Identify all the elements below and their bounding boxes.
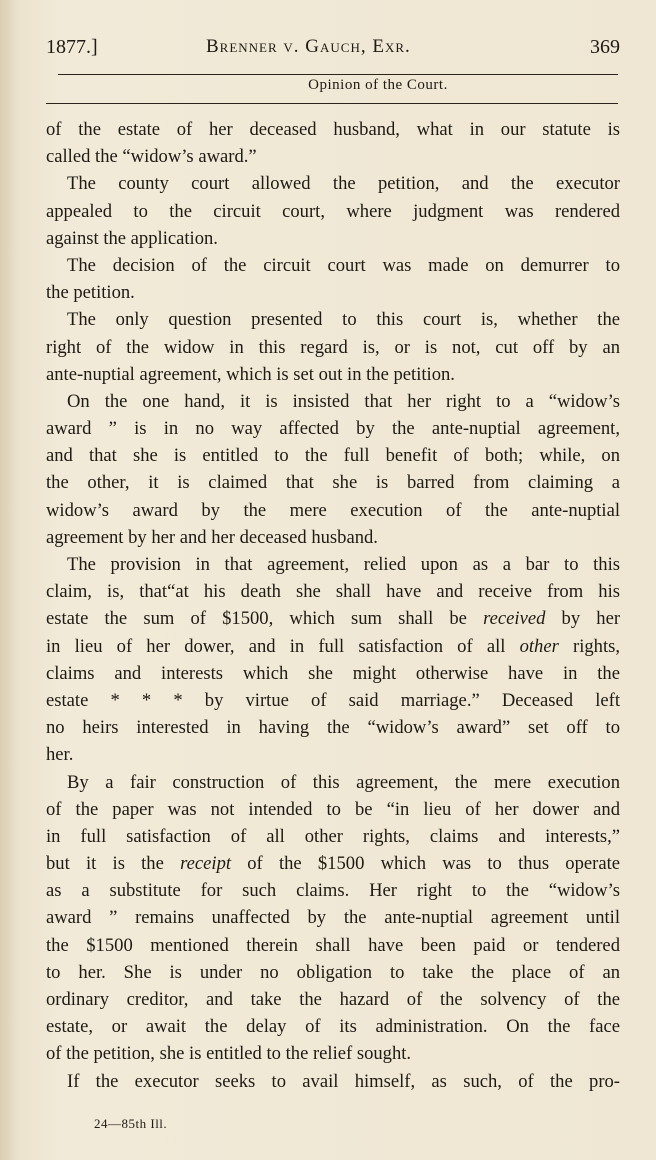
text-line <box>46 1040 620 1067</box>
text-line <box>46 1068 620 1095</box>
line-text: estate the sum of $1500, which sum shall be <box>46 608 467 630</box>
line-text: claims and interests which she might otherwise have in the <box>46 662 620 684</box>
text-line <box>46 116 620 143</box>
line-text: The decision of the circuit court was made on demurrer to <box>67 254 620 276</box>
line-text: the $1500 mentioned therein shall have been paid or tendered <box>46 934 620 956</box>
line-text: in lieu of her dower, and in full satisfaction of all <box>46 635 506 657</box>
line-text: and that she is entitled to the full benefit of both; while, on <box>46 445 620 467</box>
subheader-text: Opinion of the Court. <box>308 77 448 93</box>
line-text: On the one hand, it is insisted that her right to a “widow’s <box>67 390 620 412</box>
text-line <box>46 442 620 469</box>
line-text: appealed to the circuit court, where judgment was rendered <box>46 200 620 222</box>
text-line <box>46 361 620 388</box>
text-line <box>46 334 620 361</box>
text-line <box>46 959 620 986</box>
text-line <box>46 687 620 714</box>
line-text: in full satisfaction of all other rights, claims and interests,” <box>46 825 620 847</box>
line-text: widow’s award by the mere execution of the ante-nuptial <box>46 499 620 521</box>
line-text: award ” is in no way affected by the ante-nuptial agreement, <box>46 418 620 440</box>
line-text: against the application. <box>46 227 218 249</box>
text-line <box>46 877 620 904</box>
text-line <box>46 904 620 931</box>
text-line <box>46 279 620 306</box>
line-text: called the “widow’s award.” <box>46 146 257 168</box>
signature-mark: 24—85th Ill. <box>94 1116 168 1131</box>
text-line <box>46 796 620 823</box>
line-text: claim, is, that“at his death she shall have and receive from his <box>46 581 620 603</box>
line-text: estate * * * by virtue of said marriage.” Deceased left <box>46 689 620 711</box>
line-text: The county court allowed the petition, and the executor <box>67 173 620 195</box>
text-line <box>46 986 620 1013</box>
line-text: By a fair construction of this agreement, the mere execution <box>67 771 620 793</box>
line-text: but it is the <box>46 853 164 875</box>
line-text: The only question presented to this court is, whether the <box>67 309 620 331</box>
line-text: award ” remains unaffected by the ante-nuptial agreement until <box>46 907 620 929</box>
text-line <box>46 198 620 225</box>
text-line <box>46 578 620 605</box>
line-text: estate, or await the delay of its administration. On the face <box>46 1016 620 1038</box>
line-italic-text: receipt <box>180 853 232 875</box>
line-text: If the executor seeks to avail himself, as such, of the pro- <box>67 1070 620 1092</box>
section-subheader <box>46 77 620 94</box>
text-line <box>46 415 620 442</box>
header-rule-top <box>58 74 618 75</box>
text-line <box>46 1013 620 1040</box>
line-text: ordinary creditor, and take the hazard of the solvency of the <box>46 989 620 1010</box>
text-line <box>46 306 620 333</box>
text-line <box>46 469 620 496</box>
opinion-body <box>46 116 620 1095</box>
line-text: the other, it is claimed that she is barred from claiming a <box>46 472 620 494</box>
running-header <box>46 34 620 64</box>
line-text: ante-nuptial agreement, which is set out in the petition. <box>46 363 455 385</box>
text-line <box>46 633 620 660</box>
text-line <box>46 932 620 959</box>
text-line <box>46 741 620 768</box>
text-line <box>46 769 620 796</box>
line-text: agreement by her and her deceased husband. <box>46 526 378 548</box>
header-year: 1877.] <box>46 36 98 58</box>
line-text-after: of the $1500 which was to thus operate <box>247 853 620 875</box>
line-text: no heirs interested in having the “widow’s award” set off to <box>46 717 620 739</box>
text-line <box>46 497 620 524</box>
text-line <box>46 551 620 578</box>
text-line <box>46 714 620 741</box>
line-text: the petition. <box>46 282 135 304</box>
line-text: as a substitute for such claims. Her right to the “widow’s <box>46 880 620 902</box>
text-line <box>46 388 620 415</box>
header-rule-bottom <box>46 103 618 104</box>
line-text: to her. She is under no obligation to take the place of an <box>46 961 620 983</box>
text-line <box>46 225 620 252</box>
text-line <box>46 524 620 551</box>
header-case-title: Brenner v. Gauch, Exr. <box>206 36 411 57</box>
text-line <box>46 605 620 632</box>
text-line <box>46 823 620 850</box>
line-text: of the estate of her deceased husband, what in our statute is <box>46 119 620 140</box>
text-line <box>46 252 620 279</box>
line-text-after: rights, <box>573 635 621 657</box>
text-line <box>46 660 620 687</box>
line-text: of the petition, she is entitled to the relief sought. <box>46 1043 412 1065</box>
line-text: The provision in that agreement, relied upon as a bar to this <box>67 554 620 575</box>
line-text: of the paper was not intended to be “in lieu of her dower and <box>46 798 620 820</box>
line-italic-text: other <box>519 635 559 657</box>
text-line <box>46 170 620 197</box>
text-line <box>46 850 620 877</box>
text-line <box>46 143 620 170</box>
line-italic-text: received <box>483 608 546 630</box>
line-text: right of the widow in this regard is, or is not, cut off by an <box>46 336 620 358</box>
line-text-after: by her <box>561 608 621 630</box>
line-text: her. <box>46 744 74 766</box>
page-number: 369 <box>590 36 620 58</box>
